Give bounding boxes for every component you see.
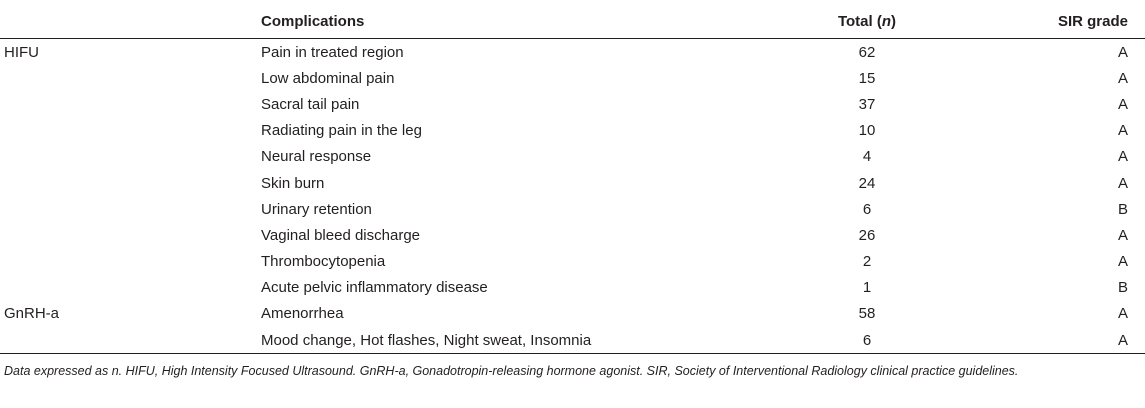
row-grade: A [1117, 305, 1128, 323]
row-grade: A [946, 327, 1145, 354]
row-group [0, 222, 261, 248]
row-complication: Radiating pain in the leg [261, 122, 422, 140]
row-complication: Skin burn [261, 174, 325, 192]
row-total: 58 [858, 305, 876, 323]
row-group: HIFU [4, 43, 39, 61]
row-group [0, 275, 261, 301]
row-complication: Neural response [261, 148, 372, 166]
row-grade: A [1117, 122, 1128, 140]
table-row [0, 249, 1145, 275]
row-group: GnRH-a [4, 305, 60, 323]
row-group [0, 327, 261, 354]
table-row [0, 301, 1145, 327]
row-group [0, 249, 261, 275]
row-total: 37 [858, 95, 876, 113]
row-total: 24 [858, 174, 876, 192]
header-total-label: Total ( [837, 12, 882, 30]
row-grade: A [1117, 95, 1128, 113]
header-total [788, 4, 946, 39]
row-total: 1 [862, 279, 872, 297]
row-grade: A [1117, 253, 1128, 271]
table-row [0, 196, 1145, 222]
table-row [0, 118, 1145, 144]
row-grade: A [1117, 69, 1128, 87]
row-group [0, 144, 261, 170]
header-sir-grade: SIR grade [946, 4, 1145, 39]
row-grade: A [1117, 226, 1128, 244]
row-complication: Amenorrhea [261, 305, 344, 323]
row-total: 62 [858, 43, 876, 61]
row-complication: Urinary retention [261, 200, 372, 218]
row-complication: Thrombocytopenia [261, 253, 386, 271]
row-complication: Low abdominal pain [261, 69, 395, 87]
row-complication: Acute pelvic inflammatory disease [261, 279, 488, 297]
table-row [0, 144, 1145, 170]
row-total: 15 [858, 69, 876, 87]
row-group [0, 65, 261, 91]
row-total: 10 [858, 122, 876, 140]
table-row [0, 275, 1145, 301]
row-grade: B [1117, 279, 1128, 297]
table-row [0, 222, 1145, 248]
row-total: 4 [862, 148, 872, 166]
table-row [0, 170, 1145, 196]
row-total: 2 [862, 253, 872, 271]
header-group [0, 4, 261, 39]
header-complications: Complications [261, 4, 788, 39]
row-complication: Sacral tail pain [261, 95, 360, 113]
row-grade: B [1117, 200, 1128, 218]
row-grade: A [1117, 43, 1128, 61]
row-total: 6 [862, 200, 872, 218]
row-total: 6 [788, 327, 946, 354]
table-footnote: Data expressed as n. HIFU, High Intensity Focused Ultrasound. GnRH-a, Gonadotropin-releasing hormone agonist. SIR, Society of Interventional Radiology clinical practice guidelines. [4, 364, 1019, 379]
complications-table [0, 4, 1145, 354]
row-group [0, 91, 261, 117]
row-group [0, 118, 261, 144]
table-row [0, 65, 1145, 91]
row-complication: Mood change, Hot flashes, Night sweat, Insomnia [261, 327, 788, 354]
row-complication: Vaginal bleed discharge [261, 226, 421, 244]
table-header-row [0, 4, 1145, 39]
header-total-close: ) [891, 12, 897, 30]
table-row [0, 39, 1145, 66]
row-group [0, 196, 261, 222]
row-grade: A [1117, 174, 1128, 192]
row-total: 26 [858, 226, 876, 244]
row-group [0, 170, 261, 196]
row-complication: Pain in treated region [261, 43, 404, 61]
table-row [0, 327, 1145, 354]
header-total-n: n [881, 12, 892, 30]
row-grade: A [1117, 148, 1128, 166]
table-row [0, 91, 1145, 117]
